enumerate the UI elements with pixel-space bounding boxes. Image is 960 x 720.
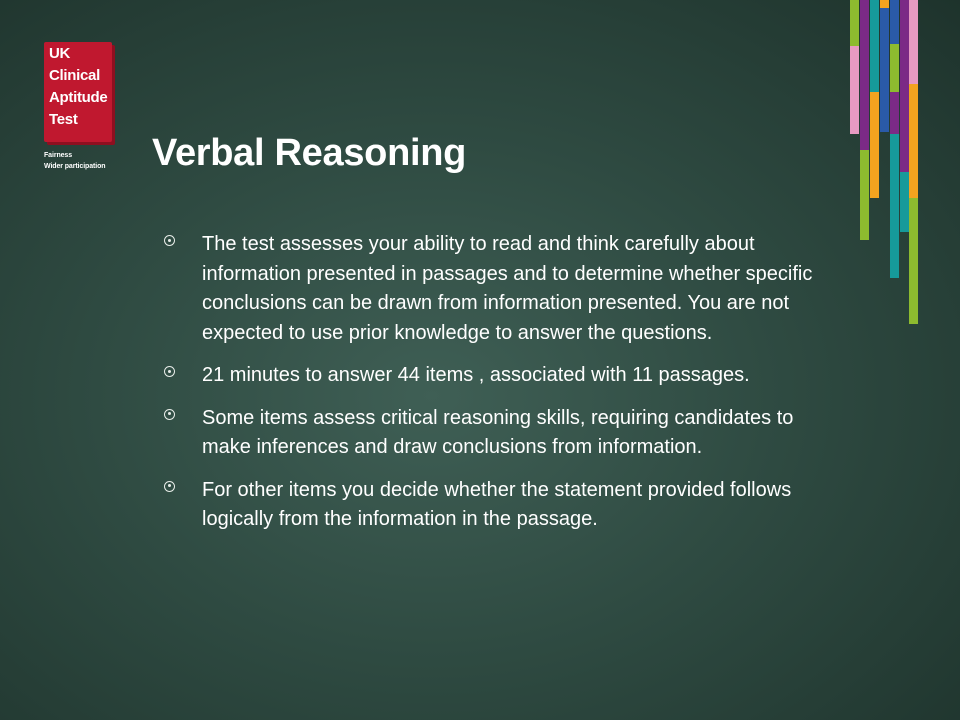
color-bar (890, 0, 899, 44)
color-bar (880, 8, 889, 132)
color-bar (860, 150, 869, 240)
bullet-marker-icon (164, 366, 175, 377)
color-bar (890, 92, 899, 134)
logo-line-aptitude: Aptitude (49, 89, 108, 106)
logo-badge (44, 42, 112, 142)
bullet-marker-icon (164, 235, 175, 246)
bullet-item (160, 230, 840, 348)
bullet-marker-icon (164, 481, 175, 492)
bullet-item (160, 404, 840, 463)
bullet-text: Some items assess critical reasoning skills, requiring candidates to make inferences and draw conclusions from information. (202, 406, 794, 458)
logo-tagline (44, 150, 116, 172)
logo-line-clinical: Clinical (49, 67, 100, 84)
color-bar (870, 92, 879, 198)
logo-tagline-fairness: Fairness (44, 152, 72, 159)
color-bar (900, 0, 909, 172)
color-bar (900, 172, 909, 232)
color-bar (890, 134, 899, 278)
ucat-logo (44, 42, 116, 172)
slide-title: Verbal Reasoning (152, 132, 467, 174)
bullet-text: 21 minutes to answer 44 items , associated with 11 passages. (202, 364, 750, 386)
decorative-color-bars (846, 0, 926, 340)
bullet-list (160, 230, 840, 548)
bullet-item (160, 476, 840, 535)
color-bar (909, 0, 918, 84)
bullet-text: For other items you decide whether the statement provided follows logically from the information in the passage. (202, 478, 792, 530)
color-bar (850, 46, 859, 134)
logo-line-uk: UK (49, 45, 71, 62)
logo-line-test: Test (49, 111, 78, 128)
color-bar (860, 0, 869, 150)
color-bar (880, 0, 889, 8)
color-bar (909, 198, 918, 324)
color-bar (909, 84, 918, 198)
bullet-item (160, 361, 840, 391)
color-bar (850, 0, 859, 46)
color-bar (870, 0, 879, 92)
bullet-marker-icon (164, 409, 175, 420)
logo-tagline-participation: Wider participation (44, 163, 106, 170)
bullet-text: The test assesses your ability to read and think carefully about information presented in passages and to determine whether specific conclusions can be drawn from information presented. You are not expected to use prior knowledge to answer the questions. (202, 233, 813, 344)
color-bar (890, 44, 899, 92)
